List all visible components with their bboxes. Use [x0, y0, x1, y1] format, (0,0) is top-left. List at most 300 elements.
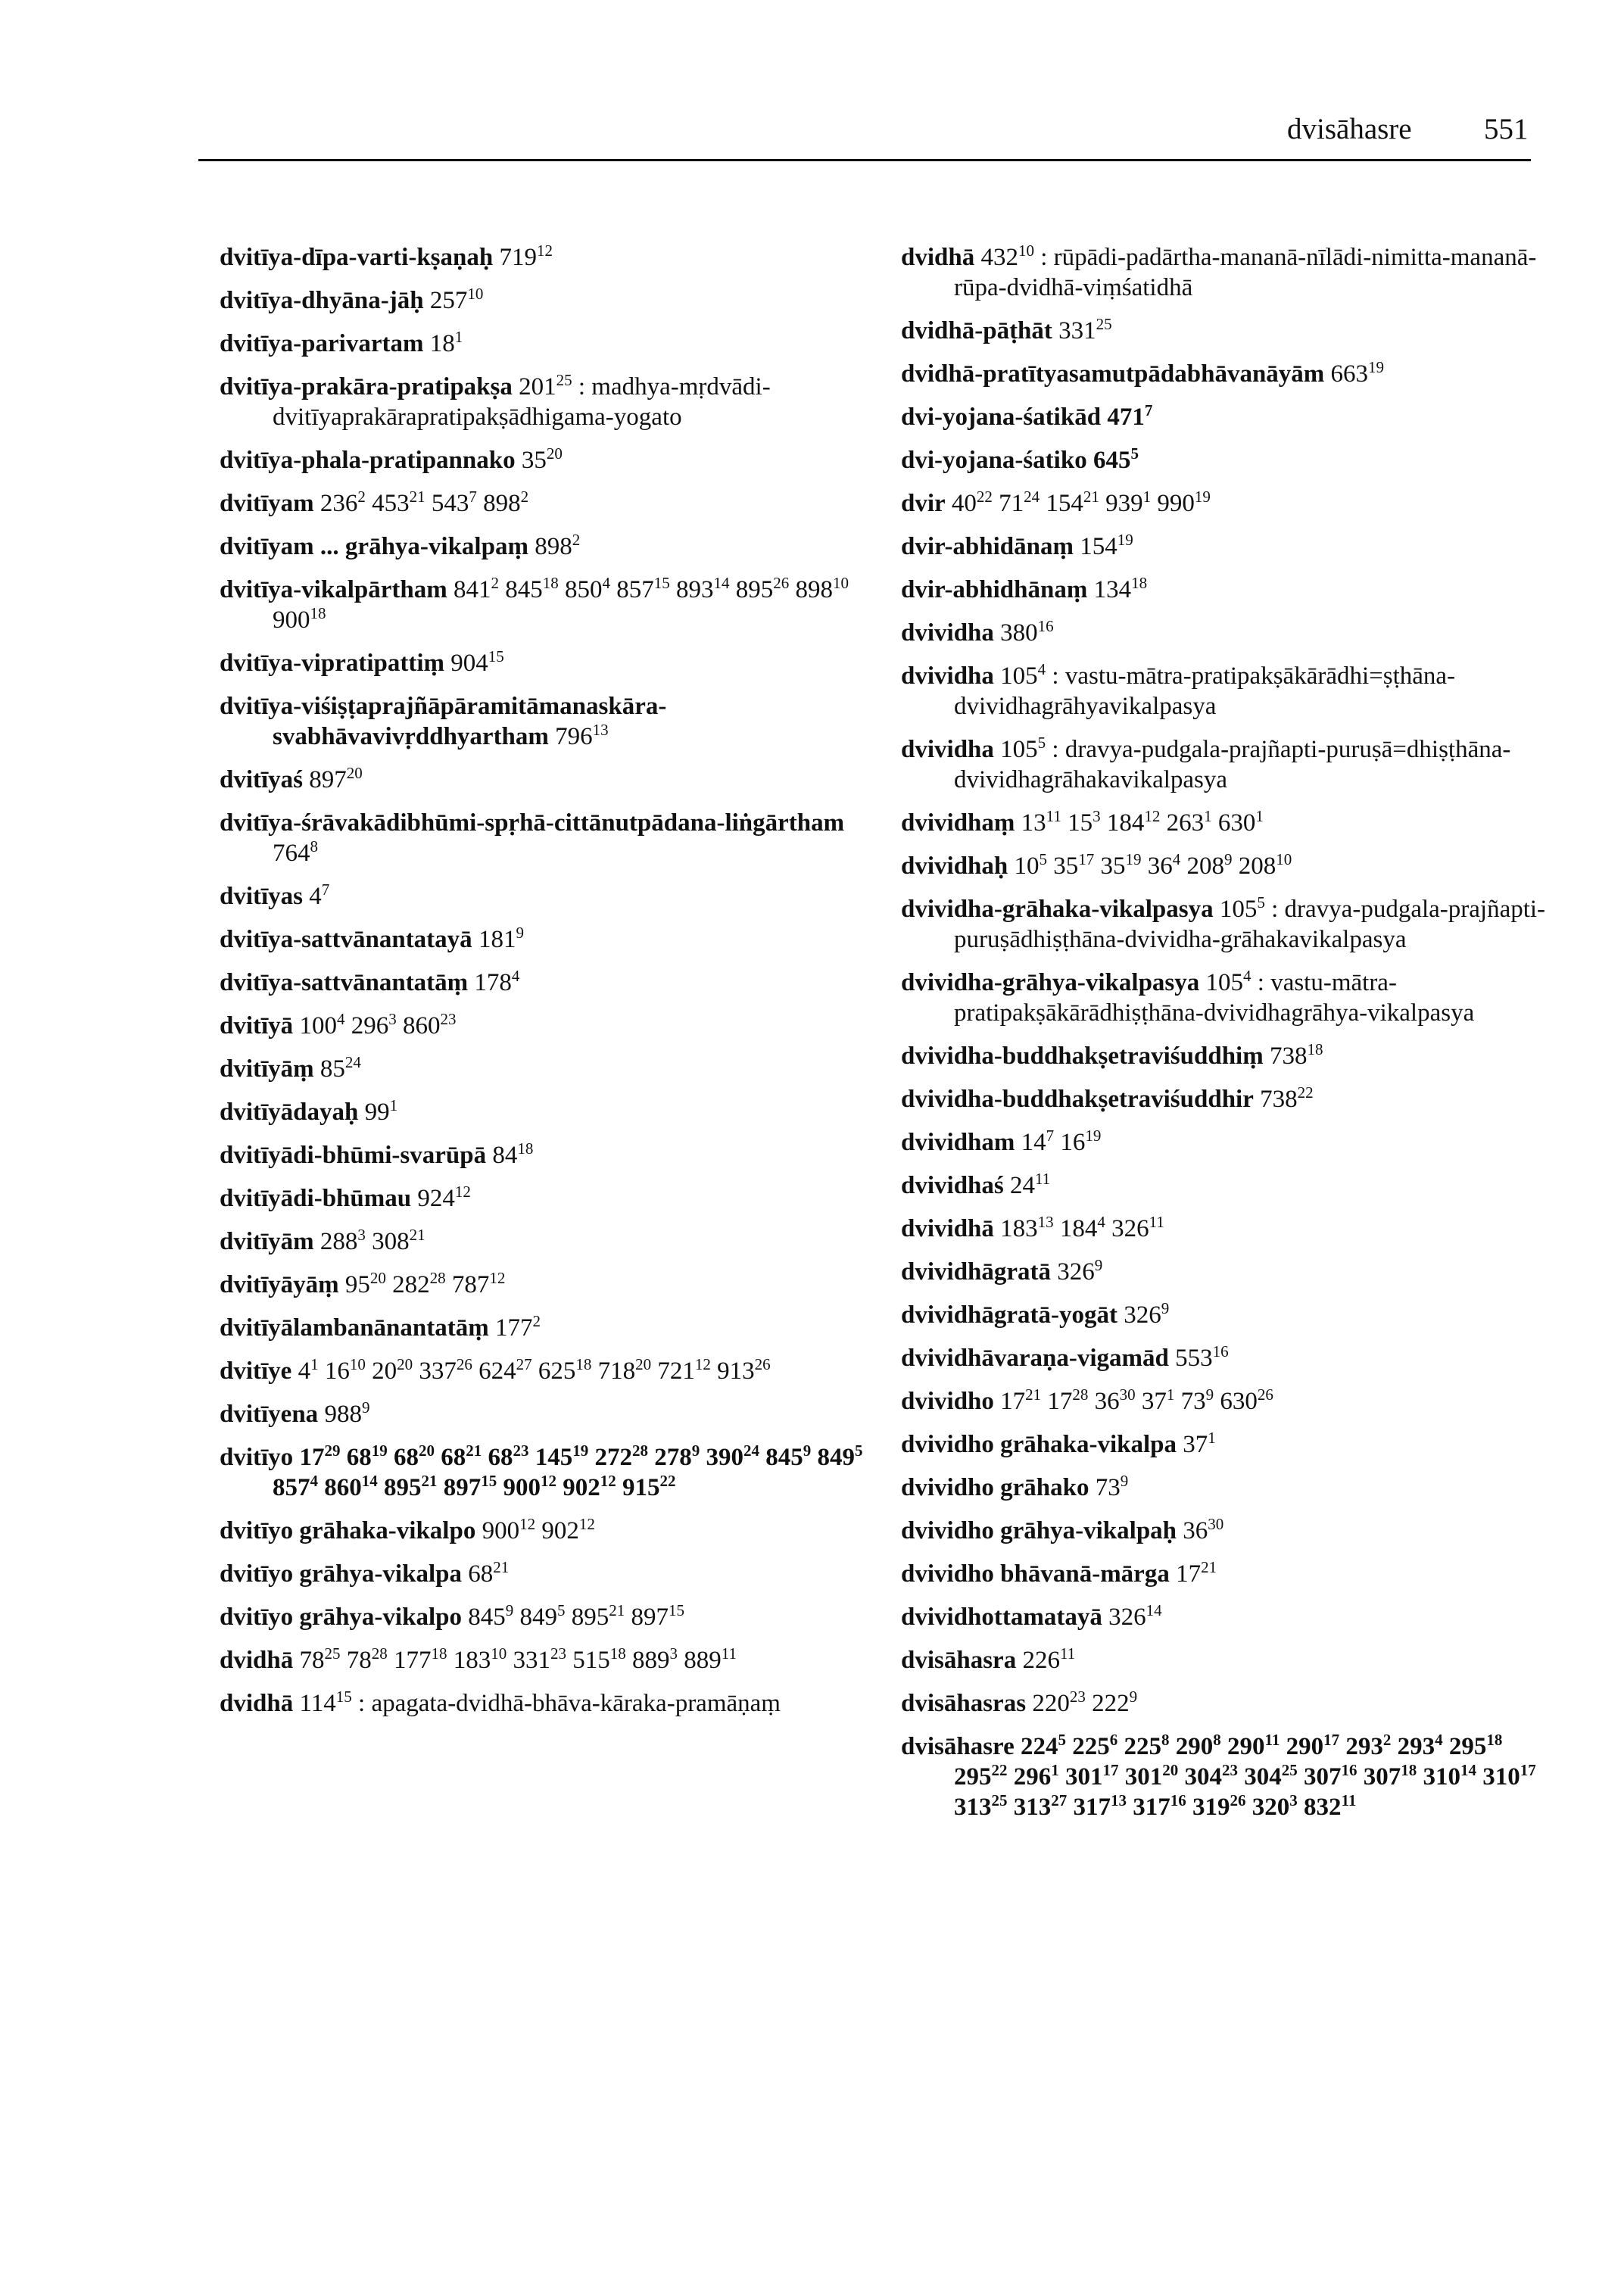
line-number-ref: 1 [1142, 488, 1152, 506]
index-entry [220, 765, 871, 795]
page-number-ref: 317 [1073, 1794, 1111, 1821]
line-number-ref: 10 [491, 1644, 507, 1663]
page-references [1260, 1083, 1314, 1113]
page-reference [482, 1517, 536, 1544]
page-reference [299, 1690, 351, 1717]
page-reference [346, 1644, 388, 1674]
page-number-ref: 307 [1363, 1763, 1401, 1791]
page-reference [1304, 1763, 1357, 1791]
line-number-ref: 26 [1257, 1385, 1273, 1404]
index-entry [901, 808, 1552, 838]
page-reference [299, 1444, 340, 1471]
index-headword: dvividho grāhaka-vikalpa [901, 1431, 1177, 1458]
page-reference [1157, 490, 1211, 517]
page-number-ref: 645 [1093, 447, 1131, 474]
page-number-ref: 913 [717, 1357, 755, 1385]
page-number-ref: 313 [954, 1794, 992, 1821]
index-entry [901, 531, 1552, 562]
page-reference [1014, 1763, 1059, 1791]
page-references [474, 969, 519, 996]
page-reference [1219, 893, 1265, 923]
page-number-ref: 68 [488, 1444, 513, 1471]
entry-gloss: apagata-dvidhā-bhāva-kāraka-pramāṇaṃ [371, 1690, 781, 1717]
page-reference [817, 1444, 862, 1471]
page-number-ref: 624 [478, 1357, 516, 1385]
page-number-ref: 293 [1345, 1733, 1383, 1760]
page-number-ref: 898 [483, 490, 521, 517]
page-number-ref: 897 [309, 766, 347, 793]
line-number-ref: 4 [310, 1472, 318, 1490]
page-header [0, 0, 1624, 167]
line-number-ref: 14 [713, 574, 730, 592]
page-number-ref: 939 [1105, 490, 1143, 517]
page-reference [1206, 969, 1252, 996]
page-number-ref: 849 [817, 1444, 855, 1471]
page-reference [1167, 809, 1212, 837]
index-entry: dvidhā $432^{10}$ : rūpādi-padārtha-mananā-nīlādi-nimitta-mananā-rūpa-dvidhā-viṃśatidhā [901, 242, 1537, 301]
page-reference [1108, 1601, 1162, 1631]
index-headword: dvir [901, 490, 946, 517]
page-reference [654, 1444, 700, 1471]
index-entry [220, 1356, 871, 1386]
index-entry [901, 851, 1552, 881]
line-number-ref: 4 [336, 1010, 345, 1028]
page-number-ref: 630 [1220, 1388, 1258, 1415]
index-headword: dvi-yojana-śatiko [901, 447, 1087, 474]
page-reference [392, 1271, 446, 1298]
page-references [299, 1690, 351, 1717]
index-entry [901, 445, 1552, 475]
line-number-ref: 2 [357, 488, 366, 506]
page-reference [1176, 1733, 1221, 1760]
line-number-ref: 12 [578, 1515, 595, 1533]
page-reference [676, 576, 730, 603]
index-entry [220, 531, 871, 562]
page-number-ref: 290 [1175, 1733, 1214, 1760]
index-headword: dvitīyo grāhya-vikalpa [220, 1560, 462, 1588]
page-number-ref: 263 [1166, 809, 1205, 837]
index-headword: dvividha [901, 662, 994, 690]
line-number-ref: 11 [721, 1644, 737, 1663]
index-headword: dvividha-buddhakṣetraviśuddhiṃ [901, 1043, 1264, 1070]
page-number-ref: 326 [1057, 1258, 1095, 1286]
page-references [299, 1012, 456, 1039]
index-headword: dvitīyālambanānantatāṃ [220, 1314, 489, 1342]
page-number-ref: 543 [431, 490, 469, 517]
line-number-ref: 7 [1144, 401, 1153, 419]
page-reference [1218, 809, 1264, 837]
index-entry [220, 1645, 871, 1675]
index-entry [901, 1170, 1552, 1201]
page-reference [324, 1474, 378, 1501]
line-number-ref: 30 [1119, 1385, 1136, 1404]
page-references [1094, 576, 1148, 603]
line-number-ref: 21 [421, 1472, 438, 1490]
page-number-ref: 988 [324, 1401, 362, 1428]
line-number-ref: 9 [516, 924, 524, 942]
page-references [298, 1357, 771, 1385]
page-reference [1046, 490, 1099, 517]
line-number-ref: 9 [1129, 1688, 1138, 1706]
index-entry [220, 881, 871, 912]
page-number-ref: 73 [1095, 1474, 1121, 1501]
page-number-ref: 331 [1058, 317, 1096, 344]
page-reference [478, 1357, 532, 1385]
index-headword: dvividho grāhako [901, 1474, 1089, 1501]
line-number-ref: 26 [773, 574, 790, 592]
line-number-ref: 21 [493, 1558, 510, 1576]
page-number-ref: 295 [954, 1763, 992, 1791]
line-number-ref: 23 [550, 1644, 566, 1663]
index-entry: dvitīya-prakāra-pratipakṣa $201^{25}$ : madhya-mṛdvādi-dvitīyaprakārapratipakṣādhigama-yogato [220, 371, 771, 431]
page-references [1057, 1258, 1102, 1286]
page-number-ref: 663 [1330, 360, 1369, 388]
page-number-ref: 889 [631, 1647, 670, 1674]
index-headword: dvitīyaś [220, 766, 304, 793]
page-number-ref: 35 [1100, 852, 1126, 880]
page-number-ref: 796 [555, 723, 593, 750]
page-reference [1304, 1791, 1357, 1821]
index-headword: dvitīyām [220, 1228, 314, 1255]
index-headword: dvividhāgratā-yogāt [901, 1301, 1118, 1329]
page-number-ref: 208 [1238, 852, 1276, 880]
page-number-ref: 857 [616, 576, 654, 603]
line-number-ref: 14 [1146, 1601, 1162, 1619]
page-reference [298, 1357, 319, 1385]
page-number-ref: 68 [441, 1444, 466, 1471]
line-number-ref: 20 [418, 1442, 435, 1460]
index-column-left [220, 242, 871, 1731]
page-reference [1021, 1733, 1066, 1760]
page-number-ref: 15 [1068, 809, 1093, 837]
page-reference [1092, 1690, 1137, 1717]
page-references [1058, 317, 1112, 344]
page-number-ref: 222 [1092, 1690, 1130, 1717]
page-number-ref: 17 [299, 1444, 325, 1471]
page-reference [320, 1228, 366, 1255]
page-number-ref: 889 [684, 1647, 722, 1674]
line-number-ref: 1 [1208, 1429, 1216, 1447]
index-headword: dvitīyā [220, 1012, 294, 1039]
line-number-ref: 2 [520, 488, 529, 506]
index-headword: dvir-abhidhānaṃ [901, 576, 1088, 603]
index-entry [901, 575, 1552, 605]
page-reference [1260, 1083, 1314, 1113]
line-number-ref: 12 [694, 1355, 711, 1373]
index-entry [220, 488, 871, 519]
line-number-ref: 12 [519, 1515, 536, 1533]
page-reference [351, 1012, 397, 1039]
index-headword: dvidhā-pratītyasamutpādabhāvanāyām [901, 360, 1325, 388]
page-references [482, 1517, 595, 1544]
page-reference [1000, 1215, 1054, 1242]
line-number-ref: 21 [466, 1442, 482, 1460]
page-number-ref: 897 [631, 1604, 669, 1631]
page-number-ref: 296 [1013, 1763, 1052, 1791]
line-number-ref: 24 [344, 1053, 361, 1071]
page-reference [1093, 444, 1139, 474]
line-number-ref: 1 [1166, 1385, 1175, 1404]
page-reference [1072, 1733, 1117, 1760]
page-number-ref: 904 [450, 650, 488, 677]
page-references [468, 1601, 684, 1631]
page-number-ref: 35 [521, 447, 547, 474]
line-number-ref: 21 [1201, 1558, 1217, 1576]
index-entry [220, 1183, 871, 1214]
index-entry [220, 285, 871, 316]
line-number-ref: 20 [346, 764, 363, 782]
index-headword: dvividhaṃ [901, 809, 1015, 837]
page-number-ref: 304 [1244, 1763, 1282, 1791]
page-references [1032, 1690, 1137, 1717]
page-number-ref: 390 [706, 1444, 743, 1471]
page-number-ref: 630 [1217, 809, 1256, 837]
line-number-ref: 18 [1486, 1731, 1503, 1749]
page-reference [1080, 533, 1133, 560]
page-reference [706, 1444, 759, 1471]
page-references [468, 1560, 509, 1588]
page-number-ref: 719 [499, 244, 537, 271]
index-headword: dvividho bhāvanā-mārga [901, 1560, 1170, 1588]
page-reference [430, 287, 484, 314]
page-number-ref: 36 [1147, 852, 1173, 880]
index-headword: dvitīyo grāhya-vikalpo [220, 1604, 462, 1631]
index-entry [901, 1127, 1552, 1158]
page-references [1331, 360, 1385, 388]
page-reference [1482, 1763, 1536, 1791]
page-reference [1000, 662, 1046, 690]
page-reference [452, 1271, 506, 1298]
index-headword: dvitīyo [220, 1444, 294, 1471]
line-number-ref: 16 [1170, 1791, 1186, 1809]
page-reference [717, 1357, 771, 1385]
index-headword: dvividhaś [901, 1172, 1004, 1199]
page-reference [483, 490, 528, 517]
index-entry [901, 1084, 1552, 1114]
page-references [320, 490, 528, 517]
line-number-ref: 25 [1096, 315, 1112, 333]
page-number-ref: 13 [1021, 809, 1046, 837]
page-reference [795, 576, 849, 603]
page-reference [273, 1474, 318, 1501]
page-number-ref: 895 [384, 1474, 422, 1501]
index-headword: dvitīyena [220, 1401, 319, 1428]
page-references [1096, 1474, 1129, 1501]
page-number-ref: 68 [393, 1444, 419, 1471]
page-number-ref: 331 [513, 1647, 550, 1674]
page-reference [474, 969, 519, 996]
index-entry [220, 1516, 871, 1546]
page-number-ref: 236 [320, 490, 358, 517]
index-headword: dvisāhasra [901, 1647, 1017, 1674]
line-number-ref: 14 [1460, 1761, 1476, 1779]
page-number-ref: 893 [675, 576, 714, 603]
page-reference [1183, 1431, 1216, 1458]
page-number-ref: 849 [519, 1604, 557, 1631]
index-entry [901, 618, 1552, 648]
page-reference [1057, 1258, 1102, 1286]
line-number-ref: 18 [609, 1644, 626, 1663]
line-number-ref: 2 [1382, 1731, 1392, 1749]
line-number-ref: 25 [556, 371, 572, 389]
page-references [364, 1096, 398, 1126]
index-headword: dvividha-grāhya-vikalpasya [901, 969, 1200, 996]
page-number-ref: 10 [1014, 852, 1040, 880]
line-number-ref: 12 [600, 1472, 616, 1490]
page-number-ref: 304 [1184, 1763, 1222, 1791]
page-number-ref: 764 [273, 840, 310, 867]
page-number-ref: 184 [1106, 809, 1145, 837]
page-reference [1185, 1763, 1239, 1791]
line-number-ref: 11 [1149, 1213, 1164, 1231]
page-references [1080, 533, 1133, 560]
page-number-ref: 317 [1133, 1794, 1170, 1821]
page-references [1000, 1215, 1164, 1242]
page-reference [1176, 1560, 1217, 1588]
page-number-ref: 272 [594, 1444, 632, 1471]
index-entry [220, 648, 871, 678]
page-reference [394, 1444, 435, 1471]
page-reference [499, 244, 553, 271]
page-reference [1010, 1172, 1050, 1199]
page-number-ref: 900 [273, 606, 310, 634]
line-number-ref: 6 [1109, 1731, 1118, 1749]
line-number-ref: 4 [1037, 660, 1046, 678]
line-number-ref: 1 [454, 328, 463, 346]
page-number-ref: 296 [351, 1012, 389, 1039]
index-entry [220, 1270, 871, 1300]
page-number-ref: 319 [1192, 1794, 1230, 1821]
index-headword: dvidhā [220, 1690, 294, 1717]
page-reference [1227, 1733, 1280, 1760]
line-number-ref: 3 [388, 1010, 397, 1028]
page-reference [521, 444, 563, 474]
page-reference [430, 330, 463, 357]
page-number-ref: 308 [372, 1228, 410, 1255]
page-number-ref: 100 [299, 1012, 337, 1039]
line-number-ref: 27 [516, 1355, 532, 1373]
page-reference [1148, 852, 1181, 880]
index-entry [220, 329, 871, 359]
page-reference [364, 1096, 398, 1126]
page-number-ref: 208 [1186, 852, 1224, 880]
page-number-ref: 17 [1176, 1560, 1202, 1588]
index-entry [901, 1300, 1552, 1330]
page-number-ref: 301 [1065, 1763, 1103, 1791]
index-headword: dvividha-buddhakṣetraviśuddhir [901, 1086, 1254, 1113]
page-number-ref: 16 [1060, 1129, 1086, 1156]
page-reference [1107, 809, 1161, 837]
line-number-ref: 5 [1257, 893, 1265, 912]
index-headword: dvisāhasre [901, 1733, 1015, 1760]
page-number: 551 [1484, 113, 1529, 145]
page-references [1176, 1560, 1217, 1588]
page-reference [563, 1474, 616, 1501]
page-number-ref: 307 [1304, 1763, 1342, 1791]
page-references [273, 837, 318, 867]
page-number-ref: 134 [1093, 576, 1132, 603]
index-headword: dvitīyādi-bhūmau [220, 1185, 412, 1212]
page-reference [478, 926, 524, 953]
line-number-ref: 5 [1039, 850, 1047, 868]
index-entry: dvidhā $114^{15}$ : apagata-dvidhā-bhāva-kāraka-pramāṇaṃ [220, 1688, 781, 1717]
page-reference [1047, 1385, 1089, 1415]
line-number-ref: 3 [1289, 1791, 1298, 1809]
page-number-ref: 850 [564, 576, 603, 603]
page-references [430, 330, 463, 357]
entry-gloss: dravya-pudgala-prajñapti-puruṣā=dhiṣṭhāna-dvividhagrāhakavikalpasya [954, 736, 1511, 793]
line-number-ref: 11 [1059, 1644, 1076, 1663]
line-number-ref: 9 [1205, 1385, 1214, 1404]
page-number-ref: 105 [1205, 969, 1244, 996]
page-reference [1065, 1763, 1119, 1791]
page-reference [347, 1444, 388, 1471]
page-reference [1244, 1763, 1298, 1791]
page-reference [594, 1444, 648, 1471]
line-number-ref: 3 [1093, 807, 1101, 825]
page-reference [538, 1357, 592, 1385]
entry-gloss: dravya-pudgala-prajñapti-puruṣādhiṣṭhāna-dvividha-grāhakavikalpasya [954, 896, 1546, 953]
page-number-ref: 224 [1021, 1733, 1058, 1760]
page-reference [1111, 1215, 1164, 1242]
index-entry [220, 968, 871, 998]
page-number-ref: 99 [364, 1099, 390, 1126]
line-number-ref: 5 [1037, 734, 1046, 752]
index-entry [901, 1041, 1552, 1071]
line-number-ref: 5 [1058, 1731, 1067, 1749]
line-number-ref: 26 [1230, 1791, 1246, 1809]
index-entry [220, 1226, 871, 1257]
page-number-ref: 515 [572, 1647, 610, 1674]
page-number-ref: 105 [1000, 662, 1038, 690]
page-references [1015, 852, 1292, 880]
line-number-ref: 25 [324, 1644, 341, 1663]
page-reference [1192, 1791, 1246, 1821]
page-number-ref: 181 [478, 926, 516, 953]
page-number-ref: 4 [309, 883, 322, 910]
page-number-ref: 95 [344, 1271, 370, 1298]
index-entry [901, 316, 1552, 346]
index-headword: dvitīya-dhyāna-jāḥ [220, 287, 424, 314]
page-reference [1094, 1385, 1136, 1415]
index-headword: dvidhā-pāṭhāt [901, 317, 1052, 344]
page-number-ref: 78 [299, 1647, 325, 1674]
line-number-ref: 24 [743, 1442, 759, 1460]
page-number-ref: 225 [1072, 1733, 1110, 1760]
page-reference [309, 766, 363, 793]
index-entry [220, 1054, 871, 1084]
page-references [1107, 401, 1153, 431]
page-reference [565, 576, 610, 603]
page-references [430, 287, 484, 314]
line-number-ref: 5 [1130, 444, 1139, 463]
line-number-ref: 16 [1037, 617, 1054, 635]
index-headword: dvitīya-śrāvakādibhūmi-spṛhā-cittānutpādana-liṅgārtham [220, 809, 845, 837]
page-number-ref: 453 [372, 490, 410, 517]
page-reference [1269, 1040, 1323, 1070]
line-number-ref: 17 [1323, 1731, 1340, 1749]
page-reference [1124, 1301, 1169, 1329]
line-number-ref: 19 [1368, 358, 1385, 376]
index-headword: dvitīya-dīpa-varti-kṣaṇaḥ [220, 244, 494, 271]
page-reference [513, 1644, 566, 1674]
page-reference [1286, 1733, 1340, 1760]
line-number-ref: 21 [409, 488, 425, 506]
line-number-ref: 1 [389, 1096, 398, 1114]
line-number-ref: 20 [546, 444, 563, 463]
page-reference [1053, 852, 1094, 880]
page-number-ref: 178 [474, 969, 512, 996]
